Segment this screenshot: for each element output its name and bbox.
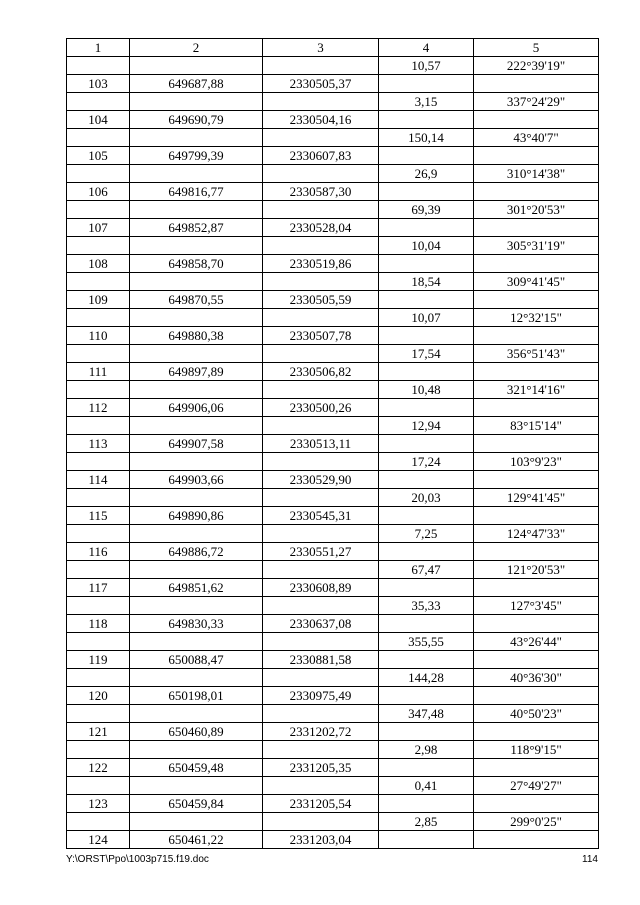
- cell-x-coordinate: 649906,06: [130, 399, 263, 417]
- cell-bearing: [474, 687, 599, 705]
- cell-bearing: 337°24'29": [474, 93, 599, 111]
- cell-x-coordinate: 649897,89: [130, 363, 263, 381]
- cell-x-coordinate: 649851,62: [130, 579, 263, 597]
- cell-point-number: 114: [67, 471, 130, 489]
- cell-distance: 144,28: [379, 669, 474, 687]
- cell-distance: [379, 579, 474, 597]
- cell-bearing: [474, 831, 599, 849]
- table-row: [67, 705, 599, 723]
- cell-x-coordinate: [130, 57, 263, 75]
- cell-distance: 26,9: [379, 165, 474, 183]
- header-row: [67, 39, 599, 57]
- cell-point-number: 106: [67, 183, 130, 201]
- table-row: [67, 633, 599, 651]
- cell-distance: 10,07: [379, 309, 474, 327]
- cell-bearing: [474, 183, 599, 201]
- cell-y-coordinate: 2331205,54: [263, 795, 379, 813]
- table-row: [67, 273, 599, 291]
- cell-x-coordinate: 649799,39: [130, 147, 263, 165]
- cell-distance: [379, 75, 474, 93]
- cell-distance: [379, 759, 474, 777]
- cell-distance: [379, 651, 474, 669]
- table-row: [67, 507, 599, 525]
- cell-point-number: 123: [67, 795, 130, 813]
- table-row: [67, 489, 599, 507]
- cell-bearing: 12°32'15": [474, 309, 599, 327]
- cell-y-coordinate: 2330545,31: [263, 507, 379, 525]
- table-row: [67, 597, 599, 615]
- cell-x-coordinate: 649816,77: [130, 183, 263, 201]
- cell-point-number: [67, 345, 130, 363]
- cell-point-number: 110: [67, 327, 130, 345]
- table-row: [67, 201, 599, 219]
- cell-point-number: [67, 165, 130, 183]
- table-row: [67, 57, 599, 75]
- cell-distance: [379, 363, 474, 381]
- cell-distance: [379, 831, 474, 849]
- cell-y-coordinate: [263, 633, 379, 651]
- cell-point-number: 104: [67, 111, 130, 129]
- cell-point-number: 119: [67, 651, 130, 669]
- cell-point-number: 118: [67, 615, 130, 633]
- header-col-1: 1: [67, 39, 130, 57]
- cell-y-coordinate: 2330551,27: [263, 543, 379, 561]
- cell-y-coordinate: 2330505,37: [263, 75, 379, 93]
- cell-x-coordinate: [130, 309, 263, 327]
- cell-y-coordinate: 2330513,11: [263, 435, 379, 453]
- cell-x-coordinate: 650088,47: [130, 651, 263, 669]
- cell-x-coordinate: [130, 129, 263, 147]
- cell-point-number: [67, 705, 130, 723]
- cell-x-coordinate: 649690,79: [130, 111, 263, 129]
- cell-distance: 10,57: [379, 57, 474, 75]
- cell-bearing: 299°0'25": [474, 813, 599, 831]
- cell-distance: 0,41: [379, 777, 474, 795]
- cell-bearing: 121°20'53": [474, 561, 599, 579]
- cell-distance: 35,33: [379, 597, 474, 615]
- cell-distance: 150,14: [379, 129, 474, 147]
- cell-point-number: [67, 417, 130, 435]
- table-row: [67, 291, 599, 309]
- cell-x-coordinate: 649890,86: [130, 507, 263, 525]
- cell-y-coordinate: 2330608,89: [263, 579, 379, 597]
- cell-y-coordinate: 2330507,78: [263, 327, 379, 345]
- cell-x-coordinate: 649852,87: [130, 219, 263, 237]
- cell-bearing: [474, 615, 599, 633]
- cell-bearing: [474, 147, 599, 165]
- cell-distance: 20,03: [379, 489, 474, 507]
- cell-bearing: [474, 723, 599, 741]
- cell-y-coordinate: [263, 705, 379, 723]
- cell-y-coordinate: [263, 669, 379, 687]
- cell-distance: 17,24: [379, 453, 474, 471]
- table-row: [67, 363, 599, 381]
- cell-bearing: 40°50'23": [474, 705, 599, 723]
- cell-point-number: [67, 309, 130, 327]
- cell-point-number: [67, 93, 130, 111]
- table-row: [67, 129, 599, 147]
- cell-x-coordinate: [130, 597, 263, 615]
- cell-point-number: 112: [67, 399, 130, 417]
- header-col-5: 5: [474, 39, 599, 57]
- cell-bearing: 321°14'16": [474, 381, 599, 399]
- cell-y-coordinate: [263, 417, 379, 435]
- cell-point-number: [67, 129, 130, 147]
- cell-x-coordinate: [130, 165, 263, 183]
- cell-bearing: 40°36'30": [474, 669, 599, 687]
- cell-x-coordinate: 650459,84: [130, 795, 263, 813]
- cell-x-coordinate: [130, 561, 263, 579]
- cell-bearing: [474, 543, 599, 561]
- cell-distance: [379, 255, 474, 273]
- coordinates-table: [66, 38, 599, 849]
- cell-point-number: [67, 669, 130, 687]
- cell-y-coordinate: 2331205,35: [263, 759, 379, 777]
- cell-x-coordinate: [130, 237, 263, 255]
- cell-x-coordinate: 649907,58: [130, 435, 263, 453]
- table-row: [67, 471, 599, 489]
- cell-x-coordinate: [130, 201, 263, 219]
- table-row: [67, 759, 599, 777]
- table-row: [67, 561, 599, 579]
- header-col-2: 2: [130, 39, 263, 57]
- cell-bearing: 43°26'44": [474, 633, 599, 651]
- cell-bearing: 222°39'19": [474, 57, 599, 75]
- cell-bearing: 309°41'45": [474, 273, 599, 291]
- cell-y-coordinate: 2330529,90: [263, 471, 379, 489]
- cell-bearing: [474, 471, 599, 489]
- cell-distance: [379, 327, 474, 345]
- cell-bearing: [474, 75, 599, 93]
- cell-point-number: 120: [67, 687, 130, 705]
- cell-y-coordinate: 2330607,83: [263, 147, 379, 165]
- table-row: [67, 543, 599, 561]
- header-col-3: 3: [263, 39, 379, 57]
- cell-x-coordinate: 649886,72: [130, 543, 263, 561]
- table-row: [67, 381, 599, 399]
- cell-point-number: 116: [67, 543, 130, 561]
- cell-distance: 2,85: [379, 813, 474, 831]
- table-row: [67, 417, 599, 435]
- cell-bearing: [474, 219, 599, 237]
- cell-x-coordinate: 649880,38: [130, 327, 263, 345]
- cell-x-coordinate: [130, 777, 263, 795]
- cell-y-coordinate: 2330505,59: [263, 291, 379, 309]
- cell-x-coordinate: 649903,66: [130, 471, 263, 489]
- footer-file-path: Y:\ORST\Ppo\1003p715.f19.doc: [66, 854, 209, 865]
- cell-x-coordinate: [130, 417, 263, 435]
- table-row: [67, 615, 599, 633]
- cell-point-number: [67, 813, 130, 831]
- cell-x-coordinate: 650198,01: [130, 687, 263, 705]
- cell-bearing: [474, 579, 599, 597]
- cell-x-coordinate: [130, 741, 263, 759]
- cell-y-coordinate: [263, 489, 379, 507]
- table-row: [67, 831, 599, 849]
- cell-y-coordinate: [263, 129, 379, 147]
- cell-distance: [379, 723, 474, 741]
- cell-bearing: 124°47'33": [474, 525, 599, 543]
- table-body: [67, 57, 599, 849]
- cell-point-number: [67, 57, 130, 75]
- table-row: [67, 813, 599, 831]
- cell-bearing: 27°49'27": [474, 777, 599, 795]
- table-row: [67, 669, 599, 687]
- cell-distance: 7,25: [379, 525, 474, 543]
- cell-y-coordinate: 2330975,49: [263, 687, 379, 705]
- cell-point-number: [67, 633, 130, 651]
- table-row: [67, 777, 599, 795]
- cell-point-number: [67, 201, 130, 219]
- cell-x-coordinate: 649870,55: [130, 291, 263, 309]
- cell-y-coordinate: [263, 309, 379, 327]
- cell-point-number: 107: [67, 219, 130, 237]
- cell-distance: 69,39: [379, 201, 474, 219]
- cell-y-coordinate: 2331203,04: [263, 831, 379, 849]
- header-col-4: 4: [379, 39, 474, 57]
- cell-x-coordinate: [130, 525, 263, 543]
- cell-y-coordinate: 2330519,86: [263, 255, 379, 273]
- cell-point-number: [67, 489, 130, 507]
- cell-distance: 355,55: [379, 633, 474, 651]
- cell-y-coordinate: 2330637,08: [263, 615, 379, 633]
- cell-distance: [379, 183, 474, 201]
- cell-y-coordinate: 2330500,26: [263, 399, 379, 417]
- footer-page-number: 114: [582, 854, 598, 865]
- cell-y-coordinate: [263, 597, 379, 615]
- cell-point-number: 121: [67, 723, 130, 741]
- table-row: [67, 93, 599, 111]
- cell-bearing: 301°20'53": [474, 201, 599, 219]
- cell-bearing: [474, 399, 599, 417]
- table-row: [67, 183, 599, 201]
- cell-bearing: [474, 291, 599, 309]
- cell-y-coordinate: [263, 525, 379, 543]
- cell-point-number: 103: [67, 75, 130, 93]
- cell-distance: [379, 471, 474, 489]
- cell-distance: [379, 111, 474, 129]
- cell-point-number: [67, 525, 130, 543]
- cell-point-number: [67, 237, 130, 255]
- cell-y-coordinate: 2330506,82: [263, 363, 379, 381]
- cell-bearing: [474, 363, 599, 381]
- cell-x-coordinate: 649687,88: [130, 75, 263, 93]
- cell-x-coordinate: [130, 813, 263, 831]
- cell-x-coordinate: [130, 93, 263, 111]
- cell-point-number: [67, 777, 130, 795]
- cell-distance: 18,54: [379, 273, 474, 291]
- cell-y-coordinate: 2330881,58: [263, 651, 379, 669]
- table-row: [67, 75, 599, 93]
- cell-bearing: [474, 507, 599, 525]
- cell-y-coordinate: 2330587,30: [263, 183, 379, 201]
- cell-point-number: [67, 561, 130, 579]
- cell-distance: [379, 435, 474, 453]
- cell-bearing: 83°15'14": [474, 417, 599, 435]
- table-row: [67, 111, 599, 129]
- table-row: [67, 723, 599, 741]
- cell-y-coordinate: [263, 777, 379, 795]
- table-row: [67, 345, 599, 363]
- cell-distance: 347,48: [379, 705, 474, 723]
- cell-point-number: [67, 273, 130, 291]
- cell-distance: [379, 795, 474, 813]
- cell-distance: [379, 219, 474, 237]
- cell-y-coordinate: [263, 453, 379, 471]
- cell-bearing: [474, 795, 599, 813]
- cell-y-coordinate: [263, 165, 379, 183]
- cell-point-number: 122: [67, 759, 130, 777]
- cell-bearing: 103°9'23": [474, 453, 599, 471]
- table-row: [67, 795, 599, 813]
- cell-y-coordinate: [263, 273, 379, 291]
- table-row: [67, 741, 599, 759]
- cell-point-number: [67, 741, 130, 759]
- cell-point-number: 124: [67, 831, 130, 849]
- cell-distance: [379, 615, 474, 633]
- cell-y-coordinate: [263, 93, 379, 111]
- cell-y-coordinate: [263, 57, 379, 75]
- cell-x-coordinate: [130, 273, 263, 291]
- cell-point-number: [67, 381, 130, 399]
- cell-distance: 12,94: [379, 417, 474, 435]
- cell-distance: [379, 687, 474, 705]
- cell-bearing: 305°31'19": [474, 237, 599, 255]
- cell-y-coordinate: [263, 345, 379, 363]
- cell-x-coordinate: 649830,33: [130, 615, 263, 633]
- cell-bearing: [474, 435, 599, 453]
- cell-point-number: 113: [67, 435, 130, 453]
- table-row: [67, 255, 599, 273]
- cell-point-number: 115: [67, 507, 130, 525]
- cell-x-coordinate: 649858,70: [130, 255, 263, 273]
- cell-bearing: 310°14'38": [474, 165, 599, 183]
- table-header: [67, 39, 599, 57]
- cell-bearing: [474, 759, 599, 777]
- cell-y-coordinate: 2330504,16: [263, 111, 379, 129]
- cell-distance: [379, 291, 474, 309]
- cell-point-number: 109: [67, 291, 130, 309]
- cell-bearing: 118°9'15": [474, 741, 599, 759]
- cell-x-coordinate: [130, 489, 263, 507]
- table-row: [67, 687, 599, 705]
- cell-x-coordinate: 650459,48: [130, 759, 263, 777]
- cell-x-coordinate: 650461,22: [130, 831, 263, 849]
- cell-distance: [379, 543, 474, 561]
- cell-y-coordinate: [263, 201, 379, 219]
- cell-x-coordinate: [130, 381, 263, 399]
- table-row: [67, 399, 599, 417]
- cell-bearing: [474, 111, 599, 129]
- cell-y-coordinate: [263, 813, 379, 831]
- cell-distance: [379, 147, 474, 165]
- cell-bearing: 43°40'7": [474, 129, 599, 147]
- cell-bearing: [474, 651, 599, 669]
- cell-bearing: [474, 255, 599, 273]
- table-row: [67, 309, 599, 327]
- cell-distance: 3,15: [379, 93, 474, 111]
- cell-point-number: [67, 597, 130, 615]
- table-row: [67, 579, 599, 597]
- table-row: [67, 165, 599, 183]
- cell-bearing: 356°51'43": [474, 345, 599, 363]
- cell-bearing: 127°3'45": [474, 597, 599, 615]
- cell-y-coordinate: [263, 381, 379, 399]
- cell-point-number: 105: [67, 147, 130, 165]
- cell-bearing: 129°41'45": [474, 489, 599, 507]
- cell-point-number: 117: [67, 579, 130, 597]
- cell-point-number: [67, 453, 130, 471]
- cell-y-coordinate: 2331202,72: [263, 723, 379, 741]
- cell-distance: [379, 399, 474, 417]
- cell-y-coordinate: [263, 561, 379, 579]
- table-row: [67, 147, 599, 165]
- cell-distance: 17,54: [379, 345, 474, 363]
- cell-x-coordinate: [130, 453, 263, 471]
- cell-y-coordinate: [263, 741, 379, 759]
- table-row: [67, 327, 599, 345]
- cell-point-number: 108: [67, 255, 130, 273]
- cell-point-number: 111: [67, 363, 130, 381]
- cell-y-coordinate: 2330528,04: [263, 219, 379, 237]
- table-row: [67, 435, 599, 453]
- cell-x-coordinate: [130, 705, 263, 723]
- cell-x-coordinate: [130, 669, 263, 687]
- cell-distance: 10,48: [379, 381, 474, 399]
- table-row: [67, 219, 599, 237]
- table-row: [67, 525, 599, 543]
- cell-distance: 67,47: [379, 561, 474, 579]
- table-row: [67, 651, 599, 669]
- cell-distance: 2,98: [379, 741, 474, 759]
- cell-x-coordinate: [130, 345, 263, 363]
- table-row: [67, 453, 599, 471]
- cell-distance: 10,04: [379, 237, 474, 255]
- cell-x-coordinate: 650460,89: [130, 723, 263, 741]
- cell-distance: [379, 507, 474, 525]
- cell-y-coordinate: [263, 237, 379, 255]
- table-row: [67, 237, 599, 255]
- cell-x-coordinate: [130, 633, 263, 651]
- cell-bearing: [474, 327, 599, 345]
